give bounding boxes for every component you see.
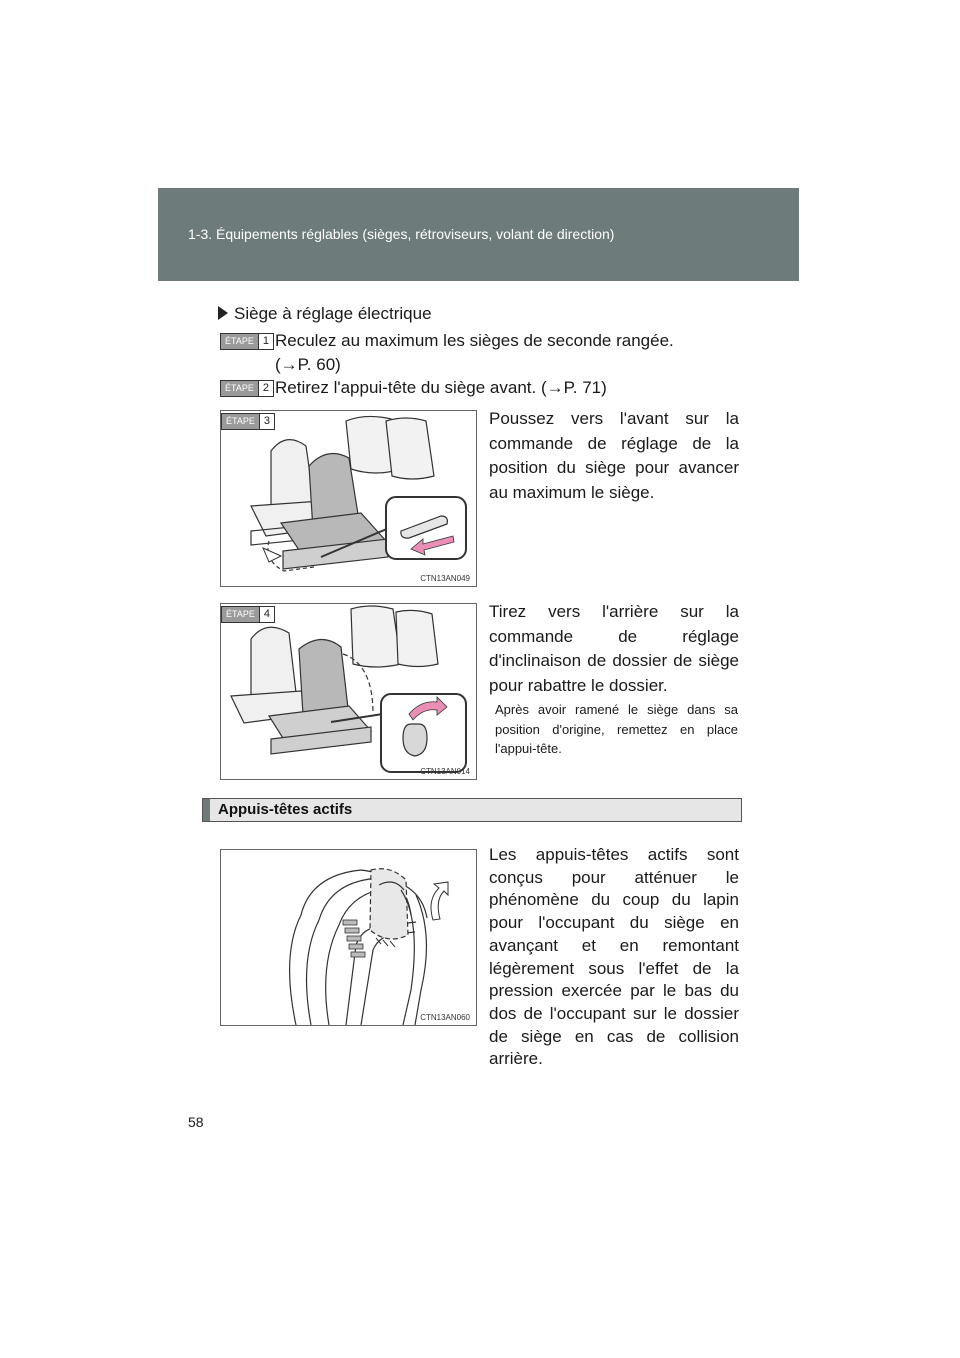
- seat-recline-illustration: [221, 604, 476, 779]
- step-badge-2: [220, 380, 274, 397]
- section-header: [202, 798, 742, 822]
- step-4-figure: [220, 603, 477, 780]
- figure-code: CTN13AN060: [420, 1013, 470, 1022]
- subheading: [218, 302, 432, 326]
- step-label: ÉTAPE: [222, 414, 259, 429]
- step-4-note: Après avoir ramené le siège dans sa position d'origine, remettez en place l'appui-tête.: [495, 702, 738, 756]
- figure-code: CTN13AN049: [420, 574, 470, 583]
- step-number: 4: [259, 607, 274, 622]
- step-3-text: Poussez vers l'avant sur la commande de réglage de la position du siège pour avancer au maximum le siège.: [489, 409, 739, 502]
- step-badge-4: [221, 606, 275, 623]
- step-label: ÉTAPE: [221, 334, 258, 349]
- chapter-breadcrumb: 1-3. Équipements réglables (sièges, rétroviseurs, volant de direction): [188, 226, 615, 242]
- step-3-figure: [220, 410, 477, 587]
- step-number: 1: [258, 334, 273, 349]
- section-accent: [203, 799, 210, 821]
- step-label: ÉTAPE: [222, 607, 259, 622]
- section-text: Les appuis-têtes actifs sont conçus pour atténuer le phénomène du coup du lapin pour l'occupant du siège en avançant et en remontant légèrement sous l'effet de la pression exercée par le bas du dos de l'occupant sur le dossier de siège en cas de collision arrière.: [489, 845, 739, 1069]
- step-number: 3: [259, 414, 274, 429]
- step-label: ÉTAPE: [221, 381, 258, 396]
- step-badge-1: [220, 333, 274, 350]
- subheading-text: Siège à réglage électrique: [234, 304, 432, 323]
- figure-code: CTN13AN014: [420, 767, 470, 776]
- triangle-bullet-icon: [218, 306, 228, 320]
- step-4-text: Tirez vers l'arrière sur la commande de réglage d'inclinaison de dossier de siège pour rabattre le dossier.: [489, 602, 739, 695]
- step-badge-3: [221, 413, 275, 430]
- step-1-text: Reculez au maximum les sièges de seconde rangée.: [275, 331, 674, 350]
- active-headrest-illustration: [221, 850, 476, 1025]
- step-1-reference: (→P. 60): [275, 355, 341, 374]
- step-number: 2: [258, 381, 273, 396]
- page-number: 58: [188, 1114, 204, 1130]
- section-title: Appuis-têtes actifs: [218, 801, 353, 818]
- step-2-text: Retirez l'appui-tête du siège avant. (→P. 71): [275, 378, 607, 397]
- active-headrest-figure: [220, 849, 477, 1026]
- seat-slide-illustration: [221, 411, 476, 586]
- chapter-header: [158, 188, 799, 281]
